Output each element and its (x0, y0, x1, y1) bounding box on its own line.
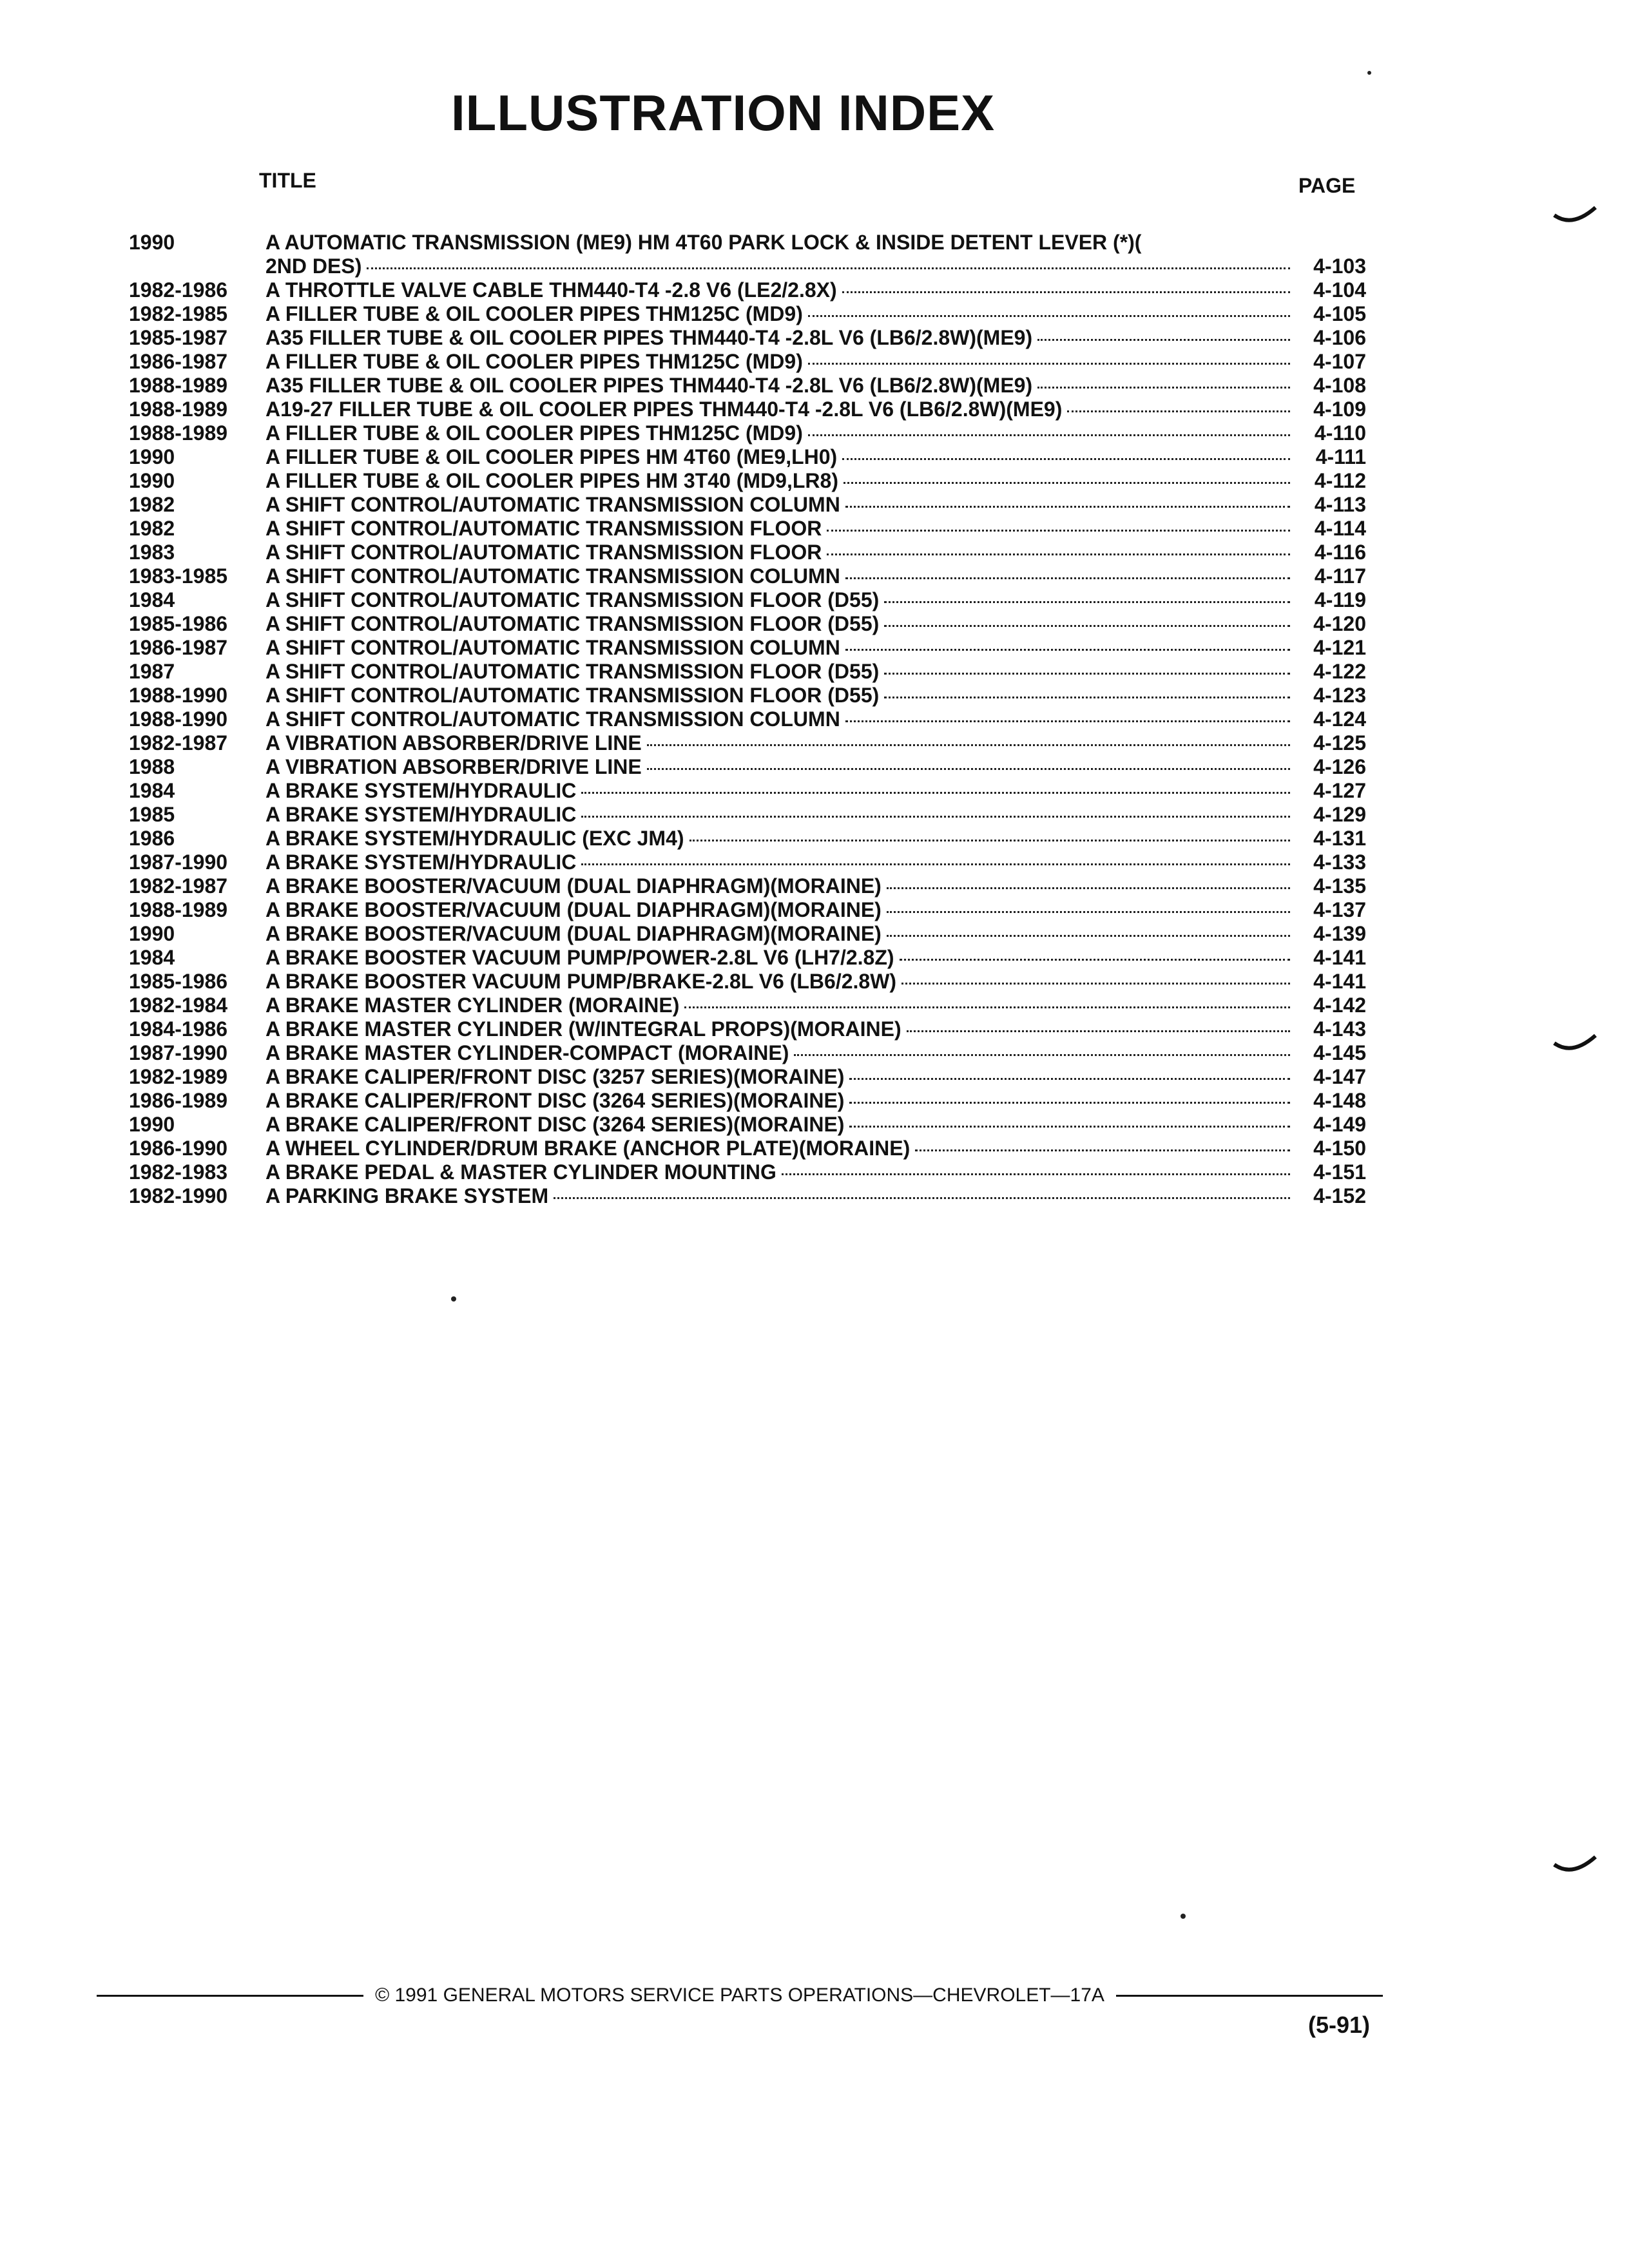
dot-leader (647, 744, 1290, 746)
entry-description: A SHIFT CONTROL/AUTOMATIC TRANSMISSION FLOOR (D55) (265, 684, 880, 707)
dot-leader (907, 1030, 1290, 1032)
entry-page: 4-143 (1313, 1017, 1366, 1041)
entry-description: A FILLER TUBE & OIL COOLER PIPES THM125C (MD9) (265, 302, 803, 325)
dot-leader (808, 363, 1290, 365)
dot-leader (849, 1078, 1290, 1080)
entry-year: 1988-1989 (129, 398, 228, 421)
entry-page: 4-107 (1313, 350, 1366, 373)
dot-leader (684, 1006, 1290, 1008)
entry-year: 1985-1986 (129, 612, 228, 635)
footer-copyright: © 1991 GENERAL MOTORS SERVICE PARTS OPERATIONS—CHEVROLET—17A (375, 1984, 1104, 2006)
dot-leader (1037, 387, 1290, 389)
index-entry (129, 326, 1366, 350)
entry-year: 1985 (129, 803, 175, 826)
entry-description: A SHIFT CONTROL/AUTOMATIC TRANSMISSION FLOOR (D55) (265, 588, 880, 611)
dot-leader (1067, 410, 1290, 412)
entry-description: A WHEEL CYLINDER/DRUM BRAKE (ANCHOR PLATE)(MORAINE) (265, 1137, 911, 1160)
entry-description: A BRAKE SYSTEM/HYDRAULIC (265, 779, 577, 802)
entry-year: 1982-1984 (129, 994, 228, 1017)
index-entry (129, 374, 1366, 398)
dot-leader (842, 458, 1290, 460)
index-entry (129, 231, 1366, 278)
index-entry (129, 1137, 1366, 1160)
entry-description: A SHIFT CONTROL/AUTOMATIC TRANSMISSION FLOOR (265, 517, 822, 540)
entry-year: 1982-1986 (129, 278, 228, 302)
dot-leader (845, 649, 1290, 651)
entry-year: 1988-1990 (129, 684, 228, 707)
dot-leader (842, 291, 1290, 293)
entry-year: 1990 (129, 1113, 175, 1136)
entry-page: 4-133 (1313, 850, 1366, 874)
dot-leader (827, 553, 1290, 555)
entry-year: 1984 (129, 779, 175, 802)
entry-description: A SHIFT CONTROL/AUTOMATIC TRANSMISSION COLUMN (265, 493, 840, 516)
entry-description-continued: 2ND DES) (265, 255, 362, 278)
index-entry (129, 684, 1366, 707)
entry-page: 4-147 (1313, 1065, 1366, 1088)
entry-description: A SHIFT CONTROL/AUTOMATIC TRANSMISSION COLUMN (265, 707, 840, 731)
entry-description: A BRAKE PEDAL & MASTER CYLINDER MOUNTING (265, 1160, 776, 1184)
entry-description: A VIBRATION ABSORBER/DRIVE LINE (265, 731, 642, 754)
index-entry (129, 898, 1366, 922)
scan-speck (1367, 71, 1371, 75)
scan-speck (451, 1296, 456, 1302)
page-column-header: PAGE (1298, 174, 1356, 197)
entry-page: 4-127 (1313, 779, 1366, 802)
index-entry (129, 588, 1366, 612)
entry-description: A BRAKE MASTER CYLINDER (MORAINE) (265, 994, 680, 1017)
entry-description: A SHIFT CONTROL/AUTOMATIC TRANSMISSION COLUMN (265, 636, 840, 659)
dot-leader (849, 1102, 1290, 1104)
dot-leader (843, 482, 1290, 484)
dot-leader (808, 434, 1290, 436)
entry-page: 4-112 (1314, 469, 1366, 492)
entry-description: A BRAKE BOOSTER VACUUM PUMP/POWER-2.8L V6 (LH7/2.8Z) (265, 946, 894, 969)
dot-leader (794, 1054, 1290, 1056)
entry-page: 4-109 (1313, 398, 1366, 421)
index-entry (129, 827, 1366, 850)
index-list (129, 231, 1366, 1208)
entry-page: 4-106 (1313, 326, 1366, 349)
index-entry (129, 1017, 1366, 1041)
dot-leader (887, 887, 1290, 889)
scan-mark (1553, 206, 1598, 226)
entry-year: 1988-1989 (129, 421, 228, 445)
dot-leader (554, 1197, 1290, 1199)
entry-description: A35 FILLER TUBE & OIL COOLER PIPES THM440-T4 -2.8L V6 (LB6/2.8W)(ME9) (265, 326, 1033, 349)
entry-year: 1990 (129, 922, 175, 945)
entry-page: 4-108 (1313, 374, 1366, 397)
index-entry (129, 1089, 1366, 1113)
entry-description: A BRAKE BOOSTER/VACUUM (DUAL DIAPHRAGM)(MORAINE) (265, 922, 882, 945)
index-entry (129, 541, 1366, 564)
entry-description: A SHIFT CONTROL/AUTOMATIC TRANSMISSION FLOOR (265, 541, 822, 564)
entry-description: A FILLER TUBE & OIL COOLER PIPES HM 4T60 (ME9,LH0) (265, 445, 838, 468)
entry-year: 1982-1985 (129, 302, 228, 325)
dot-leader (1037, 339, 1290, 341)
index-entry (129, 350, 1366, 374)
entry-page: 4-145 (1313, 1041, 1366, 1064)
entry-year: 1988-1989 (129, 898, 228, 921)
entry-page: 4-139 (1313, 922, 1366, 945)
index-entry (129, 660, 1366, 684)
entry-page: 4-105 (1313, 302, 1366, 325)
entry-year: 1990 (129, 231, 175, 254)
entry-page: 4-150 (1313, 1137, 1366, 1160)
entry-page: 4-113 (1314, 493, 1366, 516)
entry-description: A BRAKE SYSTEM/HYDRAULIC (265, 803, 577, 826)
entry-page: 4-141 (1313, 946, 1366, 969)
index-entry (129, 421, 1366, 445)
dot-leader (884, 601, 1290, 603)
entry-page: 4-121 (1313, 636, 1366, 659)
entry-description: A SHIFT CONTROL/AUTOMATIC TRANSMISSION FLOOR (D55) (265, 612, 880, 635)
entry-page: 4-111 (1315, 445, 1366, 468)
entry-description: A BRAKE MASTER CYLINDER-COMPACT (MORAINE) (265, 1041, 789, 1064)
entry-page: 4-149 (1313, 1113, 1366, 1136)
entry-description: A BRAKE BOOSTER/VACUUM (DUAL DIAPHRAGM)(MORAINE) (265, 874, 882, 898)
dot-leader (887, 911, 1290, 913)
index-entry (129, 612, 1366, 636)
entry-page: 4-148 (1313, 1089, 1366, 1112)
entry-page: 4-131 (1313, 827, 1366, 850)
entry-year: 1982-1983 (129, 1160, 228, 1184)
entry-description: A FILLER TUBE & OIL COOLER PIPES THM125C (MD9) (265, 421, 803, 445)
index-entry (129, 755, 1366, 779)
entry-page: 4-151 (1313, 1160, 1366, 1184)
entry-description: A19-27 FILLER TUBE & OIL COOLER PIPES THM440-T4 -2.8L V6 (LB6/2.8W)(ME9) (265, 398, 1063, 421)
entry-description: A AUTOMATIC TRANSMISSION (ME9) HM 4T60 PARK LOCK & INSIDE DETENT LEVER (*)( (265, 231, 1142, 254)
entry-page: 4-124 (1313, 707, 1366, 731)
dot-leader (647, 768, 1290, 770)
entry-year: 1982-1989 (129, 1065, 228, 1088)
dot-leader (915, 1149, 1290, 1151)
dot-leader (808, 315, 1290, 317)
dot-leader (581, 816, 1290, 818)
entry-description: A VIBRATION ABSORBER/DRIVE LINE (265, 755, 642, 778)
entry-description: A BRAKE CALIPER/FRONT DISC (3257 SERIES)(MORAINE) (265, 1065, 845, 1088)
entry-description: A BRAKE MASTER CYLINDER (W/INTEGRAL PROPS)(MORAINE) (265, 1017, 901, 1041)
entry-description: A SHIFT CONTROL/AUTOMATIC TRANSMISSION FLOOR (D55) (265, 660, 880, 683)
revision-date: (5-91) (1308, 2012, 1371, 2038)
entry-page: 4-123 (1313, 684, 1366, 707)
entry-page: 4-125 (1313, 731, 1366, 754)
index-entry (129, 302, 1366, 326)
index-entry (129, 1113, 1366, 1137)
entry-year: 1984-1986 (129, 1017, 228, 1041)
page-title: ILLUSTRATION INDEX (451, 84, 996, 141)
entry-year: 1984 (129, 946, 175, 969)
scan-speck (1181, 1914, 1186, 1919)
entry-year: 1988-1989 (129, 374, 228, 397)
footer-rule-right (1116, 1995, 1383, 1997)
entry-year: 1988 (129, 755, 175, 778)
entry-year: 1986-1990 (129, 1137, 228, 1160)
index-entry (129, 398, 1366, 421)
entry-page: 4-114 (1314, 517, 1366, 540)
entry-year: 1982-1990 (129, 1184, 228, 1207)
title-column-header: TITLE (259, 169, 316, 192)
entry-year: 1983 (129, 541, 175, 564)
index-entry (129, 707, 1366, 731)
index-entry (129, 874, 1366, 898)
entry-description: A BRAKE CALIPER/FRONT DISC (3264 SERIES)(MORAINE) (265, 1113, 845, 1136)
dot-leader (884, 673, 1290, 675)
index-entry (129, 946, 1366, 970)
entry-description: A BRAKE CALIPER/FRONT DISC (3264 SERIES)(MORAINE) (265, 1089, 845, 1112)
entry-page: 4-129 (1313, 803, 1366, 826)
entry-page: 4-117 (1314, 564, 1366, 588)
index-entry (129, 564, 1366, 588)
entry-description: A35 FILLER TUBE & OIL COOLER PIPES THM440-T4 -2.8L V6 (LB6/2.8W)(ME9) (265, 374, 1033, 397)
dot-leader (849, 1126, 1290, 1128)
entry-year: 1983-1985 (129, 564, 228, 588)
footer-rule-left (97, 1995, 363, 1997)
entry-page: 4-141 (1313, 970, 1366, 993)
entry-page: 4-137 (1313, 898, 1366, 921)
entry-year: 1990 (129, 469, 175, 492)
dot-leader (884, 625, 1290, 627)
entry-page: 4-152 (1313, 1184, 1366, 1207)
index-entry (129, 970, 1366, 994)
entry-page: 4-103 (1313, 255, 1366, 278)
entry-description: A THROTTLE VALVE CABLE THM440-T4 -2.8 V6 (LE2/2.8X) (265, 278, 837, 302)
scan-mark (1553, 1034, 1598, 1053)
dot-leader (581, 792, 1290, 794)
entry-year: 1986-1987 (129, 636, 228, 659)
footer (97, 1984, 1383, 2006)
dot-leader (367, 267, 1290, 269)
entry-year: 1987-1990 (129, 850, 228, 874)
dot-leader (782, 1173, 1290, 1175)
entry-year: 1986-1989 (129, 1089, 228, 1112)
entry-year: 1990 (129, 445, 175, 468)
entry-description: A PARKING BRAKE SYSTEM (265, 1184, 549, 1207)
entry-year: 1985-1986 (129, 970, 228, 993)
index-entry (129, 1065, 1366, 1089)
entry-year: 1984 (129, 588, 175, 611)
index-entry (129, 278, 1366, 302)
index-entry (129, 779, 1366, 803)
entry-page: 4-135 (1313, 874, 1366, 898)
dot-leader (901, 983, 1290, 985)
entry-year: 1987 (129, 660, 175, 683)
index-entry (129, 469, 1366, 493)
entry-page: 4-104 (1313, 278, 1366, 302)
entry-description: A BRAKE SYSTEM/HYDRAULIC (265, 850, 577, 874)
entry-page: 4-120 (1313, 612, 1366, 635)
index-entry (129, 493, 1366, 517)
index-entry (129, 636, 1366, 660)
entry-description: A SHIFT CONTROL/AUTOMATIC TRANSMISSION COLUMN (265, 564, 840, 588)
entry-page: 4-142 (1313, 994, 1366, 1017)
entry-year: 1986-1987 (129, 350, 228, 373)
index-entry (129, 803, 1366, 827)
entry-page: 4-116 (1314, 541, 1366, 564)
index-entry (129, 1160, 1366, 1184)
dot-leader (845, 506, 1290, 508)
entry-description: A FILLER TUBE & OIL COOLER PIPES THM125C (MD9) (265, 350, 803, 373)
entry-description: A BRAKE BOOSTER VACUUM PUMP/BRAKE-2.8L V6 (LB6/2.8W) (265, 970, 897, 993)
entry-year: 1987-1990 (129, 1041, 228, 1064)
index-entry (129, 850, 1366, 874)
dot-leader (581, 863, 1290, 865)
entry-description: A FILLER TUBE & OIL COOLER PIPES HM 3T40 (MD9,LR8) (265, 469, 838, 492)
entry-description: A BRAKE BOOSTER/VACUUM (DUAL DIAPHRAGM)(MORAINE) (265, 898, 882, 921)
dot-leader (845, 720, 1290, 722)
dot-leader (827, 530, 1290, 532)
scan-mark (1553, 1856, 1598, 1875)
dot-leader (689, 840, 1290, 841)
entry-year: 1982-1987 (129, 874, 228, 898)
index-entry (129, 922, 1366, 946)
dot-leader (845, 577, 1290, 579)
index-entry (129, 1041, 1366, 1065)
entry-year: 1982 (129, 493, 175, 516)
dot-leader (887, 935, 1290, 937)
dot-leader (900, 959, 1290, 961)
index-entry (129, 517, 1366, 541)
dot-leader (884, 697, 1290, 698)
entry-year: 1982 (129, 517, 175, 540)
entry-description: A BRAKE SYSTEM/HYDRAULIC (EXC JM4) (265, 827, 684, 850)
entry-year: 1982-1987 (129, 731, 228, 754)
entry-page: 4-119 (1314, 588, 1366, 611)
entry-year: 1985-1987 (129, 326, 228, 349)
index-entry (129, 731, 1366, 755)
entry-year: 1988-1990 (129, 707, 228, 731)
index-entry (129, 445, 1366, 469)
entry-page: 4-110 (1314, 421, 1366, 445)
entry-page: 4-122 (1313, 660, 1366, 683)
index-entry (129, 1184, 1366, 1208)
entry-page: 4-126 (1313, 755, 1366, 778)
entry-year: 1986 (129, 827, 175, 850)
index-entry (129, 994, 1366, 1017)
